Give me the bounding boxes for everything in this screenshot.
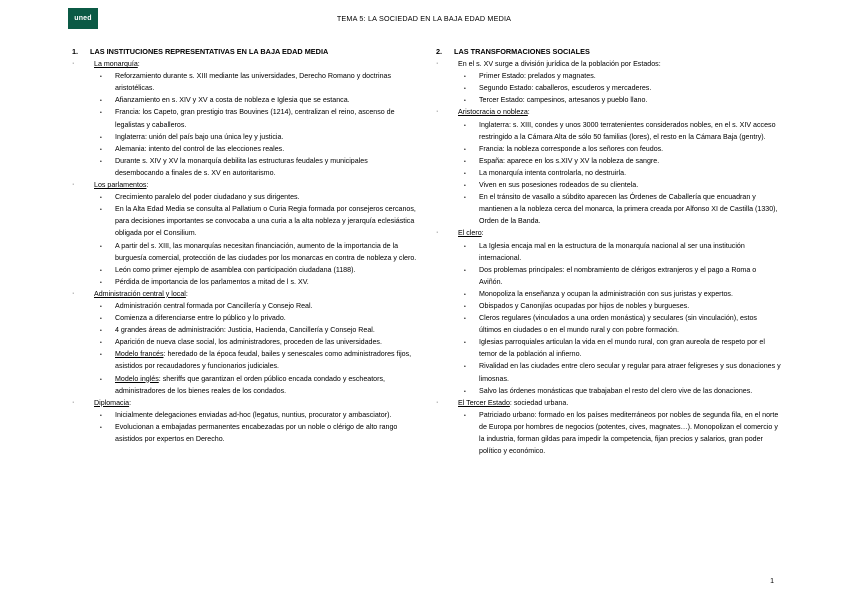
bullet-icon: • <box>100 376 102 383</box>
item-text: Iglesias parroquiales articulan la vida en el mundo rural, con gran aureola de respeto por el temor de la población al infierno. <box>479 338 765 359</box>
group-heading <box>436 58 781 70</box>
section-heading <box>436 46 781 58</box>
section-heading <box>72 46 417 58</box>
bullet-icon: • <box>464 412 466 419</box>
item-text: Francia: la nobleza corresponde a los señores con feudos. <box>479 144 664 153</box>
section-number: 2. <box>436 47 443 56</box>
list-item <box>72 264 417 276</box>
item-text: Cleros regulares (vinculados a una orden monástica) y seculares (sin vinculación), estos últimos en ciudades o en el mundo rural y con pobre formación. <box>479 314 757 335</box>
bullet-icon: • <box>464 316 466 323</box>
item-text: Aparición de nueva clase social, los administradores, proceden de las universidades. <box>115 338 382 347</box>
bullet-icon: • <box>464 303 466 310</box>
group-title-suffix: : <box>185 289 188 298</box>
list-item <box>436 312 781 336</box>
item-text: Afianzamiento en s. XIV y XV a costa de nobleza e Iglesia que se estanca. <box>115 96 350 105</box>
list-item <box>72 203 417 239</box>
bullet-icon: • <box>100 267 102 274</box>
list-item <box>436 119 781 143</box>
list-item <box>72 143 417 155</box>
list-item <box>72 312 417 324</box>
bullet-icon: • <box>100 303 102 310</box>
left-column <box>72 46 417 445</box>
list-item <box>72 276 417 288</box>
item-text: Segundo Estado: caballeros, escuderos y mercaderes. <box>479 84 652 93</box>
list-item <box>72 191 417 203</box>
item-text: En la Alta Edad Media se consulta al Pallatium o Curia Regia formada por consejeros cercanos, para decisiones importantes se convocaba a una curia a la alta nobleza y jerarquía eclesiástica obligada por el Consilium. <box>115 205 416 238</box>
section-number: 1. <box>72 47 79 56</box>
bullet-icon: • <box>464 364 466 371</box>
list-item <box>72 373 417 397</box>
list-item <box>72 300 417 312</box>
item-text: Evolucionan a embajadas permanentes encabezadas por un noble o clérigo de alto rango asistidos por expertos en Derecho. <box>115 422 398 443</box>
item-text: Reforzamiento durante s. XIII mediante las universidades, Derecho Romano y doctrinas aristotélicas. <box>115 72 392 93</box>
list-item <box>72 409 417 421</box>
item-text: Durante s. XIV y XV la monarquía debilita las estructuras feudales y municipales desembocando a finales de s. XV en autoritarismo. <box>115 156 368 177</box>
bullet-icon: • <box>100 340 102 347</box>
group-heading <box>436 397 781 409</box>
item-text: Inglaterra: unión del país bajo una única ley y justicia. <box>115 132 284 141</box>
group-title-suffix: : <box>527 108 530 117</box>
bullet-icon: • <box>100 134 102 141</box>
group-heading <box>72 397 417 409</box>
group-title: Diplomacia <box>94 398 130 407</box>
item-text: León como primer ejemplo de asamblea con participación ciudadana (1188). <box>115 265 356 274</box>
bullet-icon: • <box>464 340 466 347</box>
bullet-icon: • <box>464 170 466 177</box>
bullet-icon: · <box>72 181 75 189</box>
item-text: España: aparece en los s.XIV y XV la nobleza de sangre. <box>479 156 660 165</box>
list-item <box>436 143 781 155</box>
bullet-icon: • <box>464 195 466 202</box>
bullet-icon: • <box>464 158 466 165</box>
bullet-icon: • <box>464 243 466 250</box>
item-text: Tercer Estado: campesinos, artesanos y pueblo llano. <box>479 96 648 105</box>
item-text: 4 grandes áreas de administración: Justicia, Hacienda, Cancillería y Consejo Real. <box>115 326 375 335</box>
bullet-icon: • <box>464 74 466 81</box>
group-title: La monarquía <box>94 60 138 69</box>
bullet-icon: • <box>100 424 102 431</box>
bullet-icon: • <box>100 207 102 214</box>
list-item <box>436 167 781 179</box>
uned-logo: uned <box>68 8 98 29</box>
list-item <box>72 70 417 94</box>
list-item <box>436 155 781 167</box>
list-item <box>72 421 417 445</box>
group-title: El Tercer Estado <box>458 398 510 407</box>
bullet-icon: • <box>464 183 466 190</box>
group-heading <box>72 288 417 300</box>
item-text: Francia: los Capeto, gran prestigio tras Bouvines (1214), centralizan el reino, ascenso de legalistas y caballeros. <box>115 108 395 129</box>
list-item <box>72 106 417 130</box>
item-text: Inglaterra: s. XIII, condes y unos 3000 terratenientes considerados nobles, en el s. XIV acceso restringido a la Cámara Alta de sólo 50 familias (lores), el resto en la Cámara Baja (gentry). <box>479 120 776 141</box>
list-item <box>436 409 781 457</box>
bullet-icon: • <box>100 74 102 81</box>
item-text: Crecimiento paralelo del poder ciudadano y sus dirigentes. <box>115 193 300 202</box>
item-text: Viven en sus posesiones rodeados de su clientela. <box>479 181 639 190</box>
list-item <box>436 385 781 397</box>
list-item <box>72 324 417 336</box>
list-item <box>436 191 781 227</box>
page-number: 1 <box>770 578 774 585</box>
group-title: Los parlamentos <box>94 181 147 190</box>
group-title: El clero <box>458 229 482 238</box>
bullet-icon: • <box>464 86 466 93</box>
bullet-icon: • <box>100 328 102 335</box>
item-text: La monarquía intenta controlarla, no destruirla. <box>479 168 627 177</box>
list-item <box>436 336 781 360</box>
list-item <box>72 131 417 143</box>
item-text: Inicialmente delegaciones enviadas ad-hoc (legatus, nuntius, procurator y ambasciator). <box>115 410 392 419</box>
list-item <box>72 155 417 179</box>
bullet-icon: • <box>464 122 466 129</box>
item-text: Obispados y Canonjías ocupadas por hijos de nobles y burgueses. <box>479 301 690 310</box>
bullet-icon: • <box>100 158 102 165</box>
bullet-icon: · <box>436 398 439 406</box>
bullet-icon: · <box>72 398 75 406</box>
bullet-icon: · <box>72 60 75 68</box>
item-text: Salvo las órdenes monásticas que trabajaban el resto del clero vive de las donaciones. <box>479 386 753 395</box>
list-item <box>436 82 781 94</box>
bullet-icon: • <box>100 98 102 105</box>
item-text: : sheriffs que garantizan el orden público encada condado y escheators, administradores de los bienes reales de los condados. <box>115 374 386 395</box>
list-item <box>72 336 417 348</box>
bullet-icon: • <box>100 243 102 250</box>
list-item <box>436 360 781 384</box>
group-heading <box>436 106 781 118</box>
item-text: La Iglesia encaja mal en la estructura de la monarquía nacional al ser una institución internacional. <box>479 241 745 262</box>
item-text: : heredado de la época feudal, bailes y senescales como administradores fijos, asistidos por recaudadores y funcionarios judiciales. <box>115 350 412 371</box>
group-title-suffix: : <box>137 60 140 69</box>
item-text: Comienza a diferenciarse entre lo público y lo privado. <box>115 314 286 323</box>
list-item <box>436 264 781 288</box>
list-item <box>436 240 781 264</box>
item-text: Patriciado urbano: formado en los países mediterráneos por nobles de segunda fila, en el norte de Europa por hombres de negocios (potentes, cives, magnates…). Monopolizan el comercio y la industria, forman gildas para impedir la competencia, fijan precios y salarios, gran poder político y económico. <box>479 410 779 456</box>
item-text: Rivalidad en las ciudades entre clero secular y regular para atraer feligreses y sus donaciones y limosnas. <box>479 362 781 383</box>
bullet-icon: • <box>464 388 466 395</box>
list-item <box>436 300 781 312</box>
bullet-icon: • <box>464 146 466 153</box>
item-text: Monopoliza la enseñanza y ocupan la administración con sus juristas y expertos. <box>479 289 733 298</box>
document-title: TEMA 5: LA SOCIEDAD EN LA BAJA EDAD MEDIA <box>336 14 512 23</box>
bullet-icon: • <box>464 98 466 105</box>
bullet-icon: • <box>100 279 102 286</box>
list-item <box>72 348 417 372</box>
bullet-icon: • <box>464 267 466 274</box>
item-text: A partir del s. XIII, las monarquías necesitan financiación, aumento de la importancia de la burguesía comercial, protección de las ciudades por los monarcas en contra de nobleza y clero. <box>115 241 417 262</box>
list-item <box>436 70 781 82</box>
group-title-suffix: : <box>146 181 149 190</box>
section-title: LAS INSTITUCIONES REPRESENTATIVAS EN LA BAJA EDAD MEDIA <box>90 47 329 56</box>
list-item <box>72 94 417 106</box>
item-text: Primer Estado: prelados y magnates. <box>479 72 596 81</box>
list-item <box>436 288 781 300</box>
section-title: LAS TRANSFORMACIONES SOCIALES <box>454 47 590 56</box>
item-text: Pérdida de importancia de los parlamentos a mitad de l s. XV. <box>115 277 309 286</box>
bullet-icon: · <box>436 229 439 237</box>
bullet-icon: • <box>100 195 102 202</box>
bullet-icon: · <box>72 289 75 297</box>
item-label: Modelo francés <box>115 350 164 359</box>
bullet-icon: • <box>100 110 102 117</box>
item-text: Alemania: intento del control de las elecciones reales. <box>115 144 285 153</box>
group-title: Aristocracia o nobleza <box>458 108 528 117</box>
item-text: En el tránsito de vasallo a súbdito aparecen las Órdenes de Caballería que encuadran y mantienen a la nobleza cerca del monarca, la primera creada por Alfonso XI de Castilla (1330), Orden de la Banda. <box>479 193 778 226</box>
group-title-suffix: : <box>129 398 132 407</box>
bullet-icon: • <box>100 146 102 153</box>
bullet-icon: • <box>100 352 102 359</box>
group-heading <box>72 179 417 191</box>
list-item <box>436 94 781 106</box>
bullet-icon: • <box>100 412 102 419</box>
group-lead: En el s. XV surge a división jurídica de la población por Estados: <box>458 60 661 69</box>
group-heading <box>72 58 417 70</box>
bullet-icon: · <box>436 60 439 68</box>
bullet-icon: • <box>464 291 466 298</box>
bullet-icon: • <box>100 316 102 323</box>
item-label: Modelo inglés <box>115 374 159 383</box>
group-title: Administración central y local <box>94 289 186 298</box>
item-text: Administración central formada por Cancillería y Consejo Real. <box>115 301 313 310</box>
group-title-suffix: : <box>481 229 484 238</box>
list-item <box>72 240 417 264</box>
item-text: Dos problemas principales: el nombramiento de clérigos extranjeros y el pago a Roma o Aviñón. <box>479 265 757 286</box>
list-item <box>436 179 781 191</box>
group-heading <box>436 227 781 239</box>
bullet-icon: · <box>436 108 439 116</box>
right-column <box>436 46 781 457</box>
group-title-suffix: : sociedad urbana. <box>509 398 569 407</box>
